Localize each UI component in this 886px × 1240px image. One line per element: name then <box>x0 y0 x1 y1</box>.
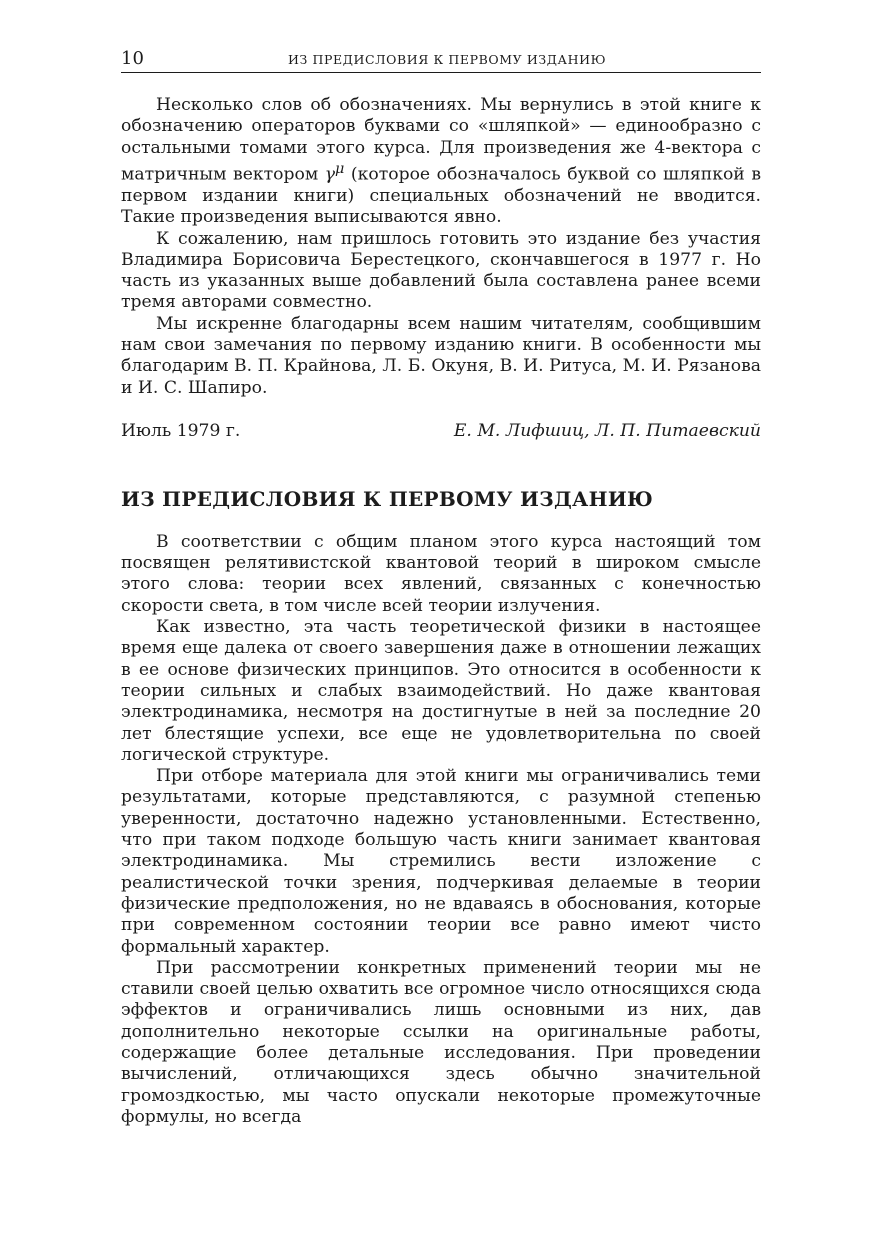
running-title: ИЗ ПРЕДИСЛОВИЯ К ПЕРВОМУ ИЗДАНИЮ <box>288 52 607 67</box>
signature-row <box>121 421 761 445</box>
paragraph-text: Несколько слов об обозначениях. Мы вернулись в этой книге к обозначению операторов буквами со «шляпкой» — единообразно с остальными томами этого курса. Для произведения же 4-вектора с матричным вектором <box>121 95 761 185</box>
paragraph: При рассмотрении конкретных применений теории мы не ставили своей целью охватить все огромное число относящихся сюда эффектов и ограничивались лишь основными из них, дав дополнительно некоторые ссылки на оригинальные работы, содержащие более детальные исследования. При проведении вычислений, отличающихся здесь обычно значительной громоздкостью, мы часто опускали некоторые промежуточные формулы, но всегда <box>121 957 761 1127</box>
paragraph: В соответствии с общим планом этого курса настоящий том посвящен релятивистской квантовой теорий в широком смысле этого слова: теории всех явлений, связанных с конечностью скорости света, в том числе всей теории излучения. <box>121 531 761 616</box>
gamma-superscript: μ <box>335 160 345 177</box>
paragraph: Как известно, эта часть теоретической физики в настоящее время еще далека от своего завершения даже в отношении лежащих в ее основе физических принципов. Это относится в особенности к теории сильных и слабых взаимодействий. Но даже квантовая электродинамика, несмотря на достигнутые в ней за последние 20 лет блестящие успехи, все еще не удовлетворительна по своей логической структуре. <box>121 617 761 765</box>
first-edition-preface <box>121 532 761 1128</box>
paragraph-notation <box>121 95 761 229</box>
paragraph-acknowledgements: Мы искренне благодарны всем нашим читателям, сообщившим нам свои замечания по первому изданию книги. В особенности мы благодарим В. П. Крайнова, Л. Б. Окуня, В. И. Ритуса, М. И. Рязанова и И. С. Шапиро. <box>121 313 761 398</box>
preface-continuation <box>121 95 761 399</box>
running-head <box>121 46 761 73</box>
signature-authors: Е. М. Лифшиц, Л. П. Питаевский <box>453 420 761 441</box>
paragraph-berestetsky: К сожалению, нам пришлось готовить это издание без участия Владимира Борисовича Берестецкого, скончавшегося в 1977 г. Но часть из указанных выше добавлений была составлена ранее всеми тремя авторами совместно. <box>121 228 761 313</box>
page-number: 10 <box>121 48 144 69</box>
paragraph-text: (которое обозначалось буквой со шляпкой в первом издании книги) специальных обозначений не вводится. Такие произведения выписываются явно. <box>121 164 761 228</box>
book-page <box>121 46 761 1128</box>
section-heading: ИЗ ПРЕДИСЛОВИЯ К ПЕРВОМУ ИЗДАНИЮ <box>121 486 654 511</box>
signature-date: Июль 1979 г. <box>121 420 241 441</box>
gamma-symbol: γ <box>324 164 336 185</box>
paragraph: При отборе материала для этой книги мы ограничивались теми результатами, которые представляются, с разумной степенью уверенности, достаточно надежно установленными. Естественно, что при таком подходе большую часть книги занимает квантовая электродинамика. Мы стремились вести изложение с реалистической точки зрения, подчеркивая делаемые в теории физические предположения, но не вдаваясь в обоснования, которые при современном состоянии теории все равно имеют чисто формальный характер. <box>121 766 761 957</box>
